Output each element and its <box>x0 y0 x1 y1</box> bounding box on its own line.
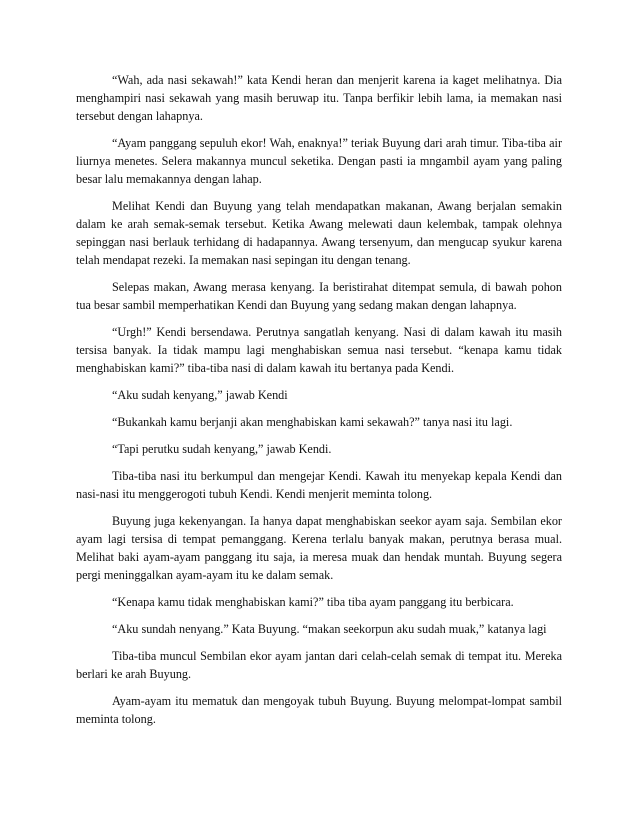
paragraph: “Aku sundah nenyang.” Kata Buyung. “makan seekorpun aku sudah muak,” katanya lagi <box>112 622 547 636</box>
paragraph: Tiba-tiba muncul Sembilan ekor ayam jantan dari celah-celah semak di tempat itu. Mereka berlari ke arah Buyung. <box>76 649 562 681</box>
paragraph: “Aku sudah kenyang,” jawab Kendi <box>112 388 288 402</box>
paragraph: “Ayam panggang sepuluh ekor! Wah, enaknya!” teriak Buyung dari arah timur. Tiba-tiba air liurnya menetes. Selera makannya muncul seketika. Dengan pasti ia mngambil ayam yang paling besar lalu memakannya dengan lahap. <box>76 136 562 186</box>
paragraph: Buyung juga kekenyangan. Ia hanya dapat menghabiskan seekor ayam saja. Sembilan ekor ayam lagi tersisa di tempat pemanggang. Kerena terlalu banyak makan, perutnya berasa mual. Melihat baki ayam-ayam panggang itu saja, ia meresa muak dan hendak muntah. Buyung segera pergi meninggalkan ayam-ayam itu ke dalam semak. <box>76 514 562 582</box>
paragraph: Selepas makan, Awang merasa kenyang. Ia beristirahat ditempat semula, di bawah pohon tua besar sambil memperhatikan Kendi dan Buyung yang sedang makan dengan lahapnya. <box>76 280 562 312</box>
paragraph: “Tapi perutku sudah kenyang,” jawab Kendi. <box>112 442 332 456</box>
paragraph: “Bukankah kamu berjanji akan menghabiskan kami sekawah?” tanya nasi itu lagi. <box>112 415 513 429</box>
paragraph: “Wah, ada nasi sekawah!” kata Kendi heran dan menjerit karena ia kaget melihatnya. Dia menghampiri nasi sekawah yang masih beruwap itu. Tanpa berfikir lebih lama, ia memakan nasi tersebut dengan lahapnya. <box>76 73 562 123</box>
paragraph: Ayam-ayam itu mematuk dan mengoyak tubuh Buyung. Buyung melompat-lompat sambil meminta tolong. <box>76 694 562 726</box>
paragraph: “Urgh!” Kendi bersendawa. Perutnya sangatlah kenyang. Nasi di dalam kawah itu masih tersisa banyak. Ia tidak mampu lagi menghabiskan semua nasi tersebut. “kenapa kamu tidak menghabiskan kami?” tiba-tiba nasi di dalam kawah itu bertanya pada Kendi. <box>76 325 562 375</box>
paragraph: “Kenapa kamu tidak menghabiskan kami?” tiba tiba ayam panggang itu berbicara. <box>112 595 514 609</box>
document-body <box>76 71 562 737</box>
paragraph: Melihat Kendi dan Buyung yang telah mendapatkan makanan, Awang berjalan semakin dalam ke arah semak-semak tersebut. Ketika Awang melewati daun kelembak, tampak olehnya sepinggan nasi berlauk terhidang di hadapannya. Awang tersenyum, dan mengucap syukur karena telah mendapat rezeki. Ia memakan nasi sepingan itu dengan tenang. <box>76 199 562 267</box>
paragraph: Tiba-tiba nasi itu berkumpul dan mengejar Kendi. Kawah itu menyekap kepala Kendi dan nasi-nasi itu menggerogoti tubuh Kendi. Kendi menjerit meminta tolong. <box>76 469 562 501</box>
